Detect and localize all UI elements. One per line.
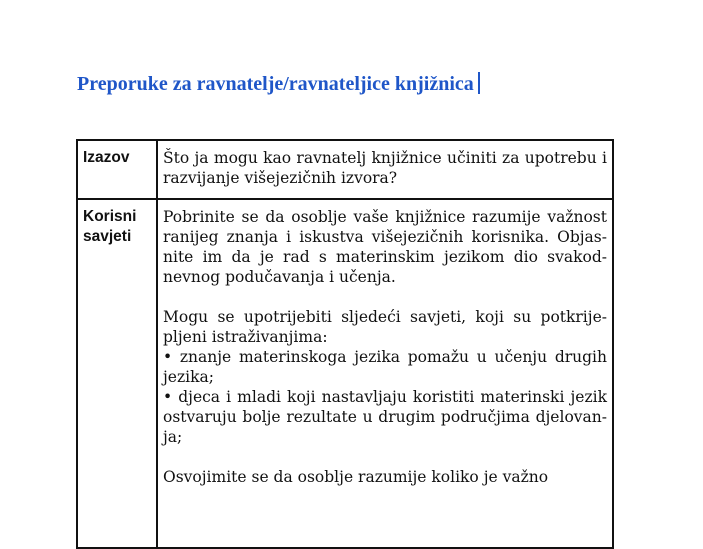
challenge-label: Izazov (77, 140, 157, 199)
tips-paragraph-2-intro: Mogu se upotrijebiti sljedeći savjeti, koji su potkrijepljeni istraživanjima: (163, 308, 607, 346)
recommendation-table (76, 139, 614, 549)
tips-paragraph-1: Pobrinite se da osoblje vaše knjižnice razumije važnost ranijeg znanja i iskustva višejezičnih korisnika. Objasnite im da je rad s materinskim jezikom dio svakodnevnog podučavanja i učenja. (163, 208, 607, 286)
challenge-text: Što ja mogu kao ravnatelj knjižnice učiniti za upotrebu i razvijanje višejezičnih izvora? (157, 140, 613, 199)
page-title (77, 70, 480, 98)
page-title-text: Preporuke za ravnatelje/ravnateljice knjižnica (77, 73, 474, 95)
text-cursor (478, 72, 480, 94)
tips-row (77, 199, 613, 548)
tips-paragraph-3: Osvojimite se da osoblje razumije koliko je važno (163, 468, 549, 486)
list-item: • djeca i mladi koji nastavljaju koristiti materinski jezik ostvaruju bolje rezultate u drugim područjima djelovanja; (163, 388, 607, 446)
tips-content (157, 199, 613, 548)
tips-bullet-list (163, 347, 607, 447)
challenge-row (77, 140, 613, 199)
list-item: • znanje materinskoga jezika pomažu u učenju drugih jezika; (163, 348, 607, 386)
tips-label: Korisni savjeti (77, 199, 157, 548)
